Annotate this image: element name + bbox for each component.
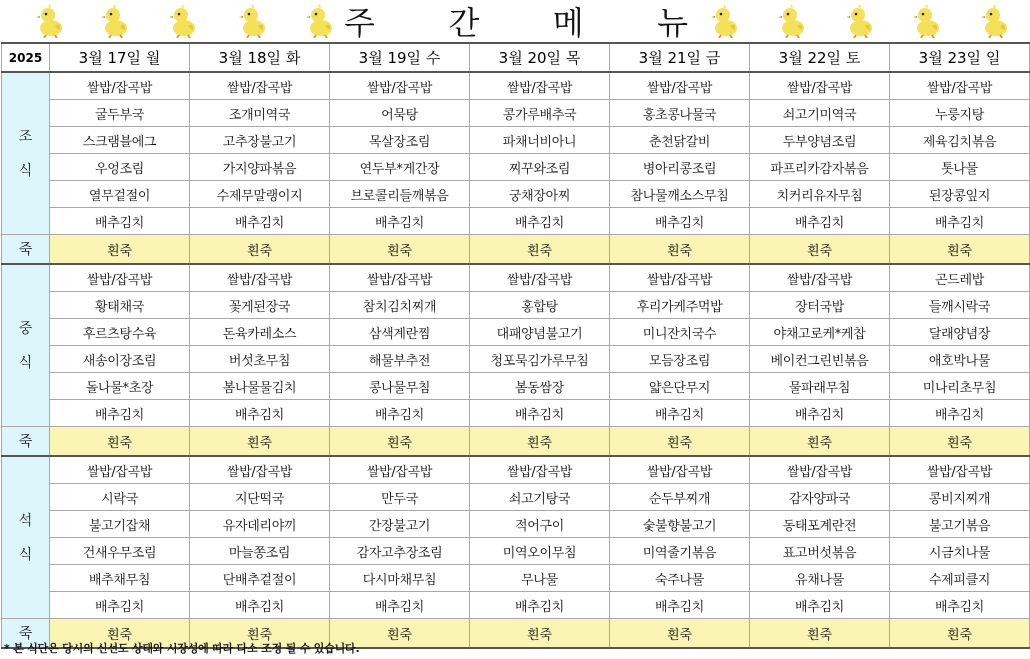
menu-item: 쌀밥/잡곡밥 [750, 72, 890, 100]
menu-item: 수제피클지 [890, 565, 1030, 592]
day-header: 3월 18일 화 [190, 43, 330, 72]
porridge-row [2, 235, 1030, 265]
day-header-row [2, 43, 1030, 72]
weekly-menu-table [1, 42, 1030, 649]
meal-label-char: 식 [18, 546, 33, 563]
menu-item: 굴두부국 [50, 100, 190, 127]
menu-item: 만두국 [330, 484, 470, 511]
menu-item: 미역오이무침 [470, 538, 610, 565]
menu-item: 배추김치 [50, 592, 190, 619]
menu-item: 지단떡국 [190, 484, 330, 511]
menu-item: 쌀밥/잡곡밥 [330, 264, 470, 292]
menu-item: 배추김치 [890, 400, 1030, 427]
menu-item: 배추김치 [610, 400, 750, 427]
menu-item: 건새우무조림 [50, 538, 190, 565]
menu-item: 배추김치 [750, 592, 890, 619]
porridge-item: 흰죽 [330, 619, 470, 649]
porridge-label: 죽 [2, 427, 50, 457]
menu-item: 배추김치 [470, 400, 610, 427]
menu-item: 버섯초무침 [190, 346, 330, 373]
menu-item: 감자고추장조림 [330, 538, 470, 565]
meal-label [2, 456, 50, 619]
porridge-item: 흰죽 [190, 619, 330, 649]
duck-icon [35, 4, 67, 38]
menu-item: 수제무말랭이지 [190, 181, 330, 208]
porridge-item: 흰죽 [50, 235, 190, 265]
menu-item: 홍초콩나물국 [610, 100, 750, 127]
porridge-item: 흰죽 [470, 619, 610, 649]
meal-label-char: 석 [18, 512, 33, 529]
menu-item: 동태포계란전 [750, 511, 890, 538]
menu-item: 돈육카레소스 [190, 319, 330, 346]
porridge-label: 죽 [2, 235, 50, 265]
menu-item: 춘천닭갈비 [610, 127, 750, 154]
menu-item: 마늘쫑조림 [190, 538, 330, 565]
menu-item: 쌀밥/잡곡밥 [330, 456, 470, 484]
menu-item: 배추김치 [610, 592, 750, 619]
porridge-item: 흰죽 [750, 235, 890, 265]
porridge-row [2, 427, 1030, 457]
menu-item: 참치김치찌개 [330, 292, 470, 319]
menu-item: 후리가케주먹밥 [610, 292, 750, 319]
menu-row [2, 484, 1030, 511]
menu-item: 얇은단무지 [610, 373, 750, 400]
menu-item: 쌀밥/잡곡밥 [890, 456, 1030, 484]
menu-item: 미나리초무침 [890, 373, 1030, 400]
menu-item: 배추김치 [470, 208, 610, 235]
menu-item: 황태채국 [50, 292, 190, 319]
day-header: 3월 21일 금 [610, 43, 750, 72]
footnote: * 본 식단은 당시의 신선도 상태와 시장성에 따라 다소 조정 될 수 있습니다. [4, 642, 360, 655]
porridge-item: 흰죽 [190, 427, 330, 457]
menu-item: 유자데리야끼 [190, 511, 330, 538]
menu-item: 어묵탕 [330, 100, 470, 127]
menu-row [2, 565, 1030, 592]
menu-item: 야채고로케*케찹 [750, 319, 890, 346]
menu-item: 해물부추전 [330, 346, 470, 373]
menu-item: 배추김치 [50, 208, 190, 235]
menu-item: 쌀밥/잡곡밥 [470, 72, 610, 100]
day-header: 3월 23일 일 [890, 43, 1030, 72]
menu-item: 가지양파볶음 [190, 154, 330, 181]
duck-icon [100, 4, 132, 38]
menu-item: 시락국 [50, 484, 190, 511]
menu-item: 홍합탕 [470, 292, 610, 319]
menu-item: 배추김치 [50, 400, 190, 427]
duck-icon [912, 4, 944, 38]
menu-item: 쌀밥/잡곡밥 [330, 72, 470, 100]
meal-label-char: 중 [18, 320, 33, 337]
menu-item: 단배추겉절이 [190, 565, 330, 592]
menu-row [2, 154, 1030, 181]
meal-label [2, 264, 50, 427]
menu-item: 돌나물*초장 [50, 373, 190, 400]
menu-item: 치커리유자무침 [750, 181, 890, 208]
menu-row [2, 319, 1030, 346]
menu-item: 쌀밥/잡곡밥 [750, 264, 890, 292]
menu-row [2, 456, 1030, 484]
menu-row [2, 346, 1030, 373]
menu-item: 목살장조림 [330, 127, 470, 154]
menu-item: 쌀밥/잡곡밥 [610, 456, 750, 484]
day-header: 3월 17일 월 [50, 43, 190, 72]
menu-row [2, 181, 1030, 208]
porridge-item: 흰죽 [890, 427, 1030, 457]
day-header: 3월 20일 목 [470, 43, 610, 72]
menu-item: 배추김치 [610, 208, 750, 235]
menu-item: 된장콩잎지 [890, 181, 1030, 208]
porridge-item: 흰죽 [610, 619, 750, 649]
menu-item: 적어구이 [470, 511, 610, 538]
menu-item: 궁채장아찌 [470, 181, 610, 208]
menu-item: 두부양념조림 [750, 127, 890, 154]
menu-item: 곤드레밥 [890, 264, 1030, 292]
menu-item: 장터국밥 [750, 292, 890, 319]
menu-item: 물파래무침 [750, 373, 890, 400]
menu-item: 스크램블에그 [50, 127, 190, 154]
menu-item: 대패양념불고기 [470, 319, 610, 346]
menu-row [2, 373, 1030, 400]
menu-item: 배추김치 [890, 208, 1030, 235]
menu-item: 배추김치 [330, 208, 470, 235]
duck-icon [777, 4, 809, 38]
porridge-label: 죽 [2, 619, 50, 649]
menu-item: 표고버섯볶음 [750, 538, 890, 565]
menu-item: 들깨시락국 [890, 292, 1030, 319]
meal-label-char: 식 [18, 162, 33, 179]
menu-item: 배추김치 [470, 592, 610, 619]
menu-item: 누룽지탕 [890, 100, 1030, 127]
menu-item: 미니잔치국수 [610, 319, 750, 346]
menu-item: 숙주나물 [610, 565, 750, 592]
menu-item: 달래양념장 [890, 319, 1030, 346]
menu-item: 베이컨그린빈볶음 [750, 346, 890, 373]
menu-item: 콩나물무침 [330, 373, 470, 400]
duck-icon [710, 4, 742, 38]
title-char: 주 [344, 4, 375, 42]
duck-icon [238, 4, 270, 38]
menu-item: 배추채무침 [50, 565, 190, 592]
menu-row [2, 292, 1030, 319]
menu-item: 모듬장조림 [610, 346, 750, 373]
menu-item: 배추김치 [330, 592, 470, 619]
menu-item: 쌀밥/잡곡밥 [190, 264, 330, 292]
menu-item: 배추김치 [190, 208, 330, 235]
meal-label-char: 조 [18, 128, 33, 145]
menu-item: 배추김치 [750, 208, 890, 235]
day-header: 3월 19일 수 [330, 43, 470, 72]
menu-item: 봄동쌈장 [470, 373, 610, 400]
menu-item: 병아리콩조림 [610, 154, 750, 181]
menu-item: 간장불고기 [330, 511, 470, 538]
menu-item: 쌀밥/잡곡밥 [50, 264, 190, 292]
duck-icon [845, 4, 877, 38]
menu-item: 무나물 [470, 565, 610, 592]
menu-item: 배추김치 [190, 592, 330, 619]
menu-item: 미역줄기볶음 [610, 538, 750, 565]
menu-item: 조개미역국 [190, 100, 330, 127]
menu-item: 새송이장조림 [50, 346, 190, 373]
porridge-item: 흰죽 [330, 427, 470, 457]
menu-item: 콩비지찌개 [890, 484, 1030, 511]
menu-item: 쌀밥/잡곡밥 [190, 72, 330, 100]
meal-label [2, 72, 50, 235]
duck-icon [305, 4, 337, 38]
title-char: 간 [448, 4, 480, 42]
menu-item: 배추김치 [750, 400, 890, 427]
menu-item: 삼색계란찜 [330, 319, 470, 346]
menu-row [2, 72, 1030, 100]
meal-label-char: 식 [18, 354, 33, 371]
menu-item: 다시마채무침 [330, 565, 470, 592]
porridge-item: 흰죽 [890, 235, 1030, 265]
menu-item: 숯불향불고기 [610, 511, 750, 538]
porridge-item: 흰죽 [890, 619, 1030, 649]
porridge-item: 흰죽 [50, 619, 190, 649]
porridge-item: 흰죽 [50, 427, 190, 457]
menu-row [2, 208, 1030, 235]
menu-item: 배추김치 [190, 400, 330, 427]
menu-item: 불고기잡채 [50, 511, 190, 538]
menu-row [2, 511, 1030, 538]
menu-item: 쌀밥/잡곡밥 [190, 456, 330, 484]
menu-item: 후르츠탕수육 [50, 319, 190, 346]
menu-item: 파프리카감자볶음 [750, 154, 890, 181]
porridge-item: 흰죽 [470, 427, 610, 457]
porridge-item: 흰죽 [190, 235, 330, 265]
page-title [330, 0, 702, 42]
menu-item: 감자양파국 [750, 484, 890, 511]
duck-icon [168, 4, 200, 38]
menu-item: 순두부찌개 [610, 484, 750, 511]
menu-row [2, 400, 1030, 427]
menu-item: 연두부*게간장 [330, 154, 470, 181]
menu-item: 쇠고기미역국 [750, 100, 890, 127]
porridge-item: 흰죽 [610, 235, 750, 265]
title-char: 메 [552, 4, 584, 42]
menu-item: 꽃게된장국 [190, 292, 330, 319]
title-char: 뉴 [657, 4, 688, 42]
porridge-item: 흰죽 [610, 427, 750, 457]
duck-icon [980, 4, 1012, 38]
menu-item: 고추장불고기 [190, 127, 330, 154]
menu-row [2, 100, 1030, 127]
menu-item: 제육김치볶음 [890, 127, 1030, 154]
menu-item: 파채너비아니 [470, 127, 610, 154]
menu-item: 청포묵김가루무침 [470, 346, 610, 373]
menu-item: 봄나물물김치 [190, 373, 330, 400]
menu-row [2, 264, 1030, 292]
porridge-item: 흰죽 [470, 235, 610, 265]
porridge-item: 흰죽 [750, 619, 890, 649]
menu-item: 우엉조림 [50, 154, 190, 181]
year-cell: 2025 [2, 43, 50, 72]
menu-row [2, 538, 1030, 565]
menu-item: 쌀밥/잡곡밥 [470, 456, 610, 484]
menu-item: 찌꾸와조림 [470, 154, 610, 181]
menu-item: 유채나물 [750, 565, 890, 592]
menu-item: 참나물깨소스무침 [610, 181, 750, 208]
menu-item: 브로콜리들깨볶음 [330, 181, 470, 208]
menu-item: 톳나물 [890, 154, 1030, 181]
menu-item: 쇠고기탕국 [470, 484, 610, 511]
day-header: 3월 22일 토 [750, 43, 890, 72]
menu-item: 시금치나물 [890, 538, 1030, 565]
menu-row [2, 592, 1030, 619]
menu-item: 애호박나물 [890, 346, 1030, 373]
menu-header [0, 0, 1030, 42]
menu-row [2, 127, 1030, 154]
menu-item: 콩가루배추국 [470, 100, 610, 127]
menu-item: 쌀밥/잡곡밥 [750, 456, 890, 484]
menu-item: 쌀밥/잡곡밥 [50, 456, 190, 484]
menu-item: 쌀밥/잡곡밥 [610, 264, 750, 292]
menu-item: 쌀밥/잡곡밥 [470, 264, 610, 292]
menu-item: 쌀밥/잡곡밥 [610, 72, 750, 100]
menu-item: 배추김치 [890, 592, 1030, 619]
menu-item: 쌀밥/잡곡밥 [890, 72, 1030, 100]
menu-item: 열무겉절이 [50, 181, 190, 208]
porridge-item: 흰죽 [750, 427, 890, 457]
menu-item: 불고기볶음 [890, 511, 1030, 538]
menu-item: 쌀밥/잡곡밥 [50, 72, 190, 100]
porridge-item: 흰죽 [330, 235, 470, 265]
menu-item: 배추김치 [330, 400, 470, 427]
